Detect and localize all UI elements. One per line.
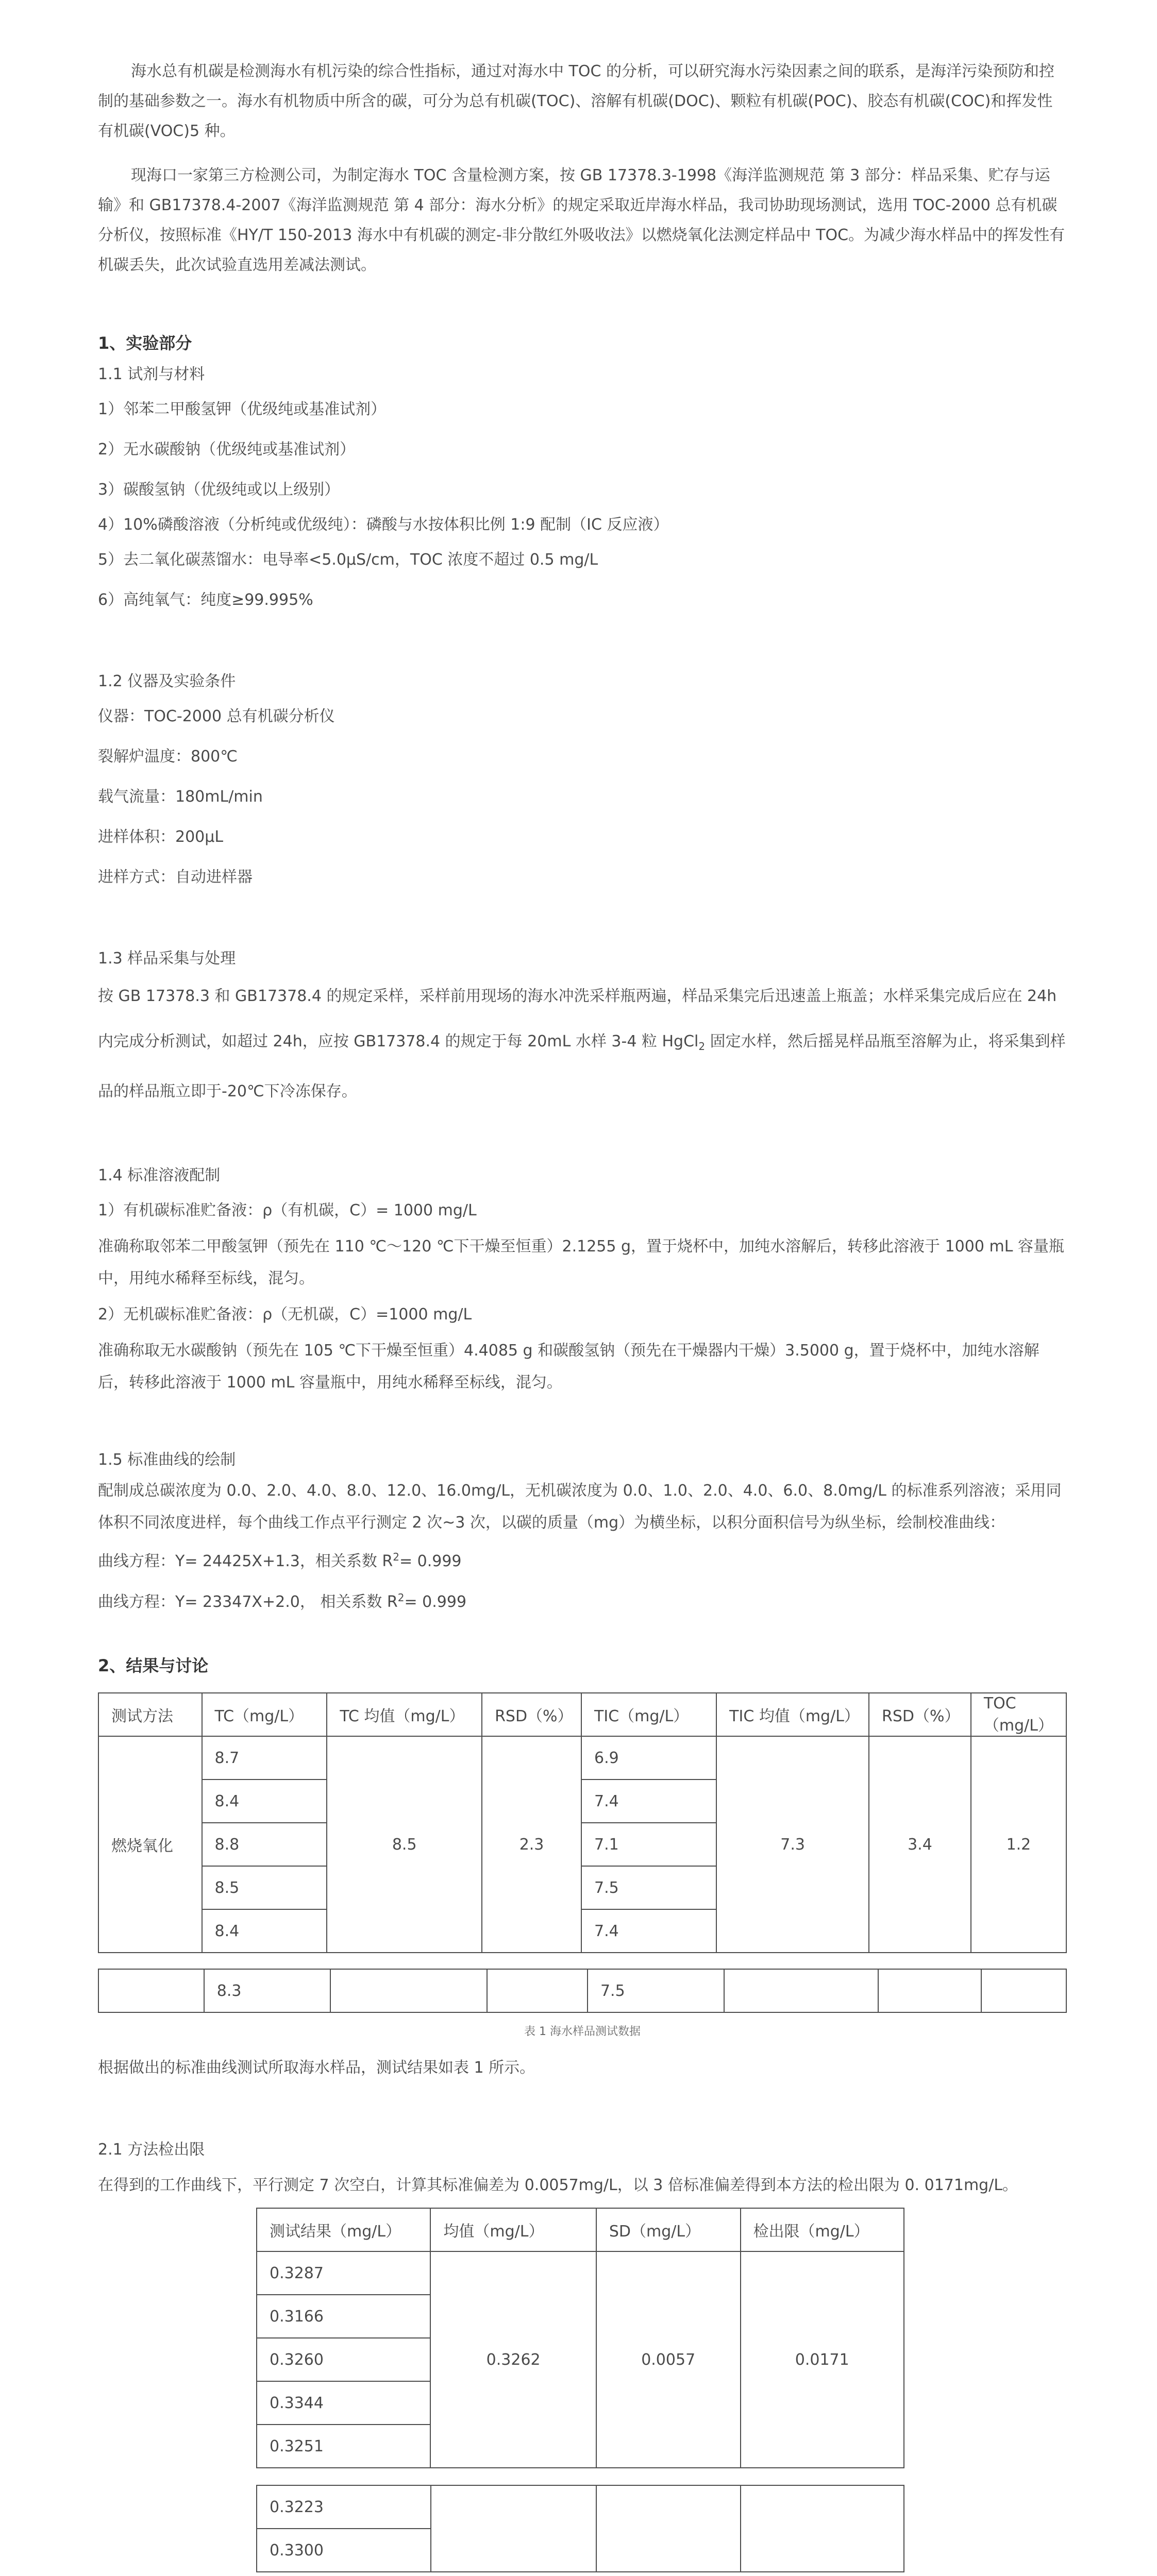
tic-cell: 7.4 [581, 1780, 716, 1823]
mean-cell: 0.3262 [430, 2251, 596, 2468]
section-2-heading: 2、结果与讨论 [98, 1656, 209, 1675]
result-cell: 0.3166 [257, 2295, 430, 2338]
table-cell [981, 1969, 1066, 2012]
tc-cell: 8.5 [202, 1866, 327, 1909]
table-header-cell: 测试结果（mg/L） [257, 2208, 430, 2251]
section-1-3-heading: 1.3 样品采集与处理 [98, 950, 236, 968]
table-row [257, 2485, 904, 2529]
table-header-cell: RSD（%） [482, 1693, 581, 1736]
detection-limit-table [256, 2208, 904, 2468]
stock-solution-2-label: 2）无机碳标准贮备液：ρ（无机碳，C）=1000 mg/L [98, 1306, 472, 1324]
sample-data-table-continued [98, 1969, 1067, 2013]
tc-mean-cell: 8.5 [327, 1736, 482, 1953]
intro-paragraph-2: 现海口一家第三方检测公司，为制定海水 TOC 含量检测方案，按 GB 17378.3-1998《海洋监测规范 第 3 部分：样品采集、贮存与运输》和 GB17378.4-2007《海洋监测规范 第 4 部分：海水分析》的规定采取近岸海水样品，我司协助现场测试，选用 TOC-2000 总有机碳分析仪，按照标准《HY/T 150-2013 海水中有机碳的测定-非分散红外吸收法》以燃烧氧化法测定样品中 TOC。为减少海水样品中的挥发性有机碳丢失，此次试验直选用差减法测试。 [98, 166, 1065, 274]
stock-solution-2-text: 准确称取无水碳酸钠（预先在 105 ℃下干燥至恒重）4.4085 g 和碳酸氢钠（预先在干燥器内干燥）3.5000 g，置于烧杯中，加纯水溶解后，转移此溶液于 1000 mL 容量瓶中，用纯水稀释至标线，混匀。 [98, 1342, 1039, 1392]
section-2-1-heading: 2.1 方法检出限 [98, 2141, 205, 2159]
table-header-cell: TIC 均值（mg/L） [716, 1693, 869, 1736]
result-cell: 0.3300 [257, 2529, 431, 2572]
table-header-row [257, 2208, 904, 2251]
table-1-caption: 表 1 海水样品测试数据 [524, 2025, 641, 2038]
instrument-item: 进样方式：自动进样器 [98, 868, 253, 886]
tc-cell: 8.4 [202, 1780, 327, 1823]
stock-solution-1-text: 准确称取邻苯二甲酸氢钾（预先在 110 ℃～120 ℃下干燥至恒重）2.1255 g，置于烧杯中，加纯水溶解后，转移此溶液于 1000 mL 容量瓶中，用纯水稀释至标线，混匀。 [98, 1238, 1064, 1287]
result-cell: 0.3251 [257, 2425, 430, 2468]
table-header-row [98, 1693, 1066, 1736]
tic-cell: 7.4 [581, 1909, 716, 1953]
table-cell [487, 1969, 588, 2012]
tc-rsd-cell: 2.3 [482, 1736, 581, 1953]
instrument-item: 仪器：TOC-2000 总有机碳分析仪 [98, 707, 335, 725]
instrument-item: 裂解炉温度：800℃ [98, 748, 238, 766]
table-cell [724, 1969, 879, 2012]
instrument-item: 载气流量：180mL/min [98, 788, 263, 806]
toc-cell: 1.2 [971, 1736, 1066, 1953]
document-body [98, 57, 1067, 2576]
tc-cell: 8.8 [202, 1823, 327, 1866]
table-header-cell: TC 均值（mg/L） [327, 1693, 482, 1736]
table-cell [98, 1969, 204, 2012]
section-1-2-heading: 1.2 仪器及实验条件 [98, 672, 236, 690]
table-header-cell: 均值（mg/L） [430, 2208, 596, 2251]
results-paragraph: 根据做出的标准曲线测试所取海水样品，测试结果如表 1 所示。 [98, 2059, 535, 2077]
table-header-cell: SD（mg/L） [596, 2208, 741, 2251]
curve-equation-2: 曲线方程：Y= 23347X+2.0， 相关系数 $R^2= 0.999$ [98, 1591, 467, 1611]
lod-cell: 0.0171 [741, 2251, 904, 2468]
tic-cell: 7.5 [581, 1866, 716, 1909]
table-row [257, 2251, 904, 2295]
result-cell: 0.3287 [257, 2251, 430, 2295]
table-row [98, 1736, 1066, 1780]
method-cell: 燃烧氧化 [98, 1736, 202, 1953]
section-1-1-heading: 1.1 试剂与材料 [98, 365, 205, 383]
calibration-paragraph: 配制成总碳浓度为 0.0、2.0、4.0、8.0、12.0、16.0mg/L，无机碳浓度为 0.0、1.0、2.0、4.0、6.0、8.0mg/L 的标准系列溶液；采用同体积不同浓度进样，每个曲线工作点平行测定 2 次~3 次，以碳的质量（mg）为横坐标，以积分面积信号为纵坐标，绘制校准曲线： [98, 1482, 1062, 1532]
reagent-item: 3）碳酸氢钠（优级纯或以上级别） [98, 481, 340, 499]
result-cell: 0.3344 [257, 2381, 430, 2425]
section-1-4-heading: 1.4 标准溶液配制 [98, 1166, 221, 1184]
table-row [98, 1969, 1066, 2012]
section-1-5-heading: 1.5 标准曲线的绘制 [98, 1451, 236, 1469]
table-cell [878, 1969, 981, 2012]
section-1-heading: 1、实验部分 [98, 333, 192, 353]
reagent-item: 5）去二氧化碳蒸馏水：电导率<5.0μS/cm，TOC 浓度不超过 0.5 mg/L [98, 551, 598, 569]
reagent-item: 4）10%磷酸溶液（分析纯或优级纯）：磷酸与水按体积比例 1:9 配制（IC 反应液） [98, 516, 669, 534]
tic-cell: 7.1 [581, 1823, 716, 1866]
tic-mean-cell: 7.3 [716, 1736, 869, 1953]
table-cell [741, 2485, 904, 2572]
table-header-cell: 检出限（mg/L） [741, 2208, 904, 2251]
reagent-item: 6）高纯氧气：纯度≥99.995% [98, 591, 313, 609]
tc-cell: 8.4 [202, 1909, 327, 1953]
sample-data-table [98, 1692, 1067, 1953]
table-header-cell: RSD（%） [869, 1693, 971, 1736]
table-cell [431, 2485, 596, 2572]
sd-cell: 0.0057 [596, 2251, 741, 2468]
detection-limit-table-continued [256, 2485, 904, 2572]
table-header-cell: TOC（mg/L） [971, 1693, 1066, 1736]
tic-rsd-cell: 3.4 [869, 1736, 971, 1953]
table-header-cell: TIC（mg/L） [581, 1693, 716, 1736]
table-header-cell: TC（mg/L） [202, 1693, 327, 1736]
tic-cell: 7.5 [588, 1969, 724, 2012]
sampling-paragraph: 按 GB 17378.3 和 GB17378.4 的规定采样，采样前用现场的海水冲洗采样瓶两遍，样品采集完后迅速盖上瓶盖；水样采集完成后应在 24h 内完成分析测试，如超过 24h，应按 GB17378.4 的规定于每 20mL 水样 3-4 粒 HgCl$_2$ 固定水样，然后摇晃样品瓶至溶解为止，将采集到样品的样品瓶立即于-20℃下冷冻保存。 [98, 987, 1066, 1100]
reagent-item: 1）邻苯二甲酸氢钾（优级纯或基准试剂） [98, 400, 387, 418]
reagent-item: 2）无水碳酸钠（优级纯或基准试剂） [98, 440, 356, 459]
detection-limit-paragraph: 在得到的工作曲线下，平行测定 7 次空白，计算其标准偏差为 0.0057mg/L，以 3 倍标准偏差得到本方法的检出限为 0. 0171mg/L。 [98, 2176, 1018, 2194]
stock-solution-1-label: 1）有机碳标准贮备液：ρ（有机碳，C）= 1000 mg/L [98, 1201, 477, 1219]
tic-cell: 6.9 [581, 1736, 716, 1780]
tc-cell: 8.3 [204, 1969, 330, 2012]
result-cell: 0.3260 [257, 2338, 430, 2381]
tc-cell: 8.7 [202, 1736, 327, 1780]
table-cell [596, 2485, 741, 2572]
intro-paragraph-1: 海水总有机碳是检测海水有机污染的综合性指标，通过对海水中 TOC 的分析，可以研究海水污染因素之间的联系，是海洋污染预防和控制的基础参数之一。海水有机物质中所含的碳，可分为总有机碳(TOC)、溶解有机碳(DOC)、颗粒有机碳(POC)、胶态有机碳(COC)和挥发性有机碳(VOC)5 种。 [98, 62, 1054, 140]
table-header-cell: 测试方法 [98, 1693, 202, 1736]
table-cell [330, 1969, 488, 2012]
result-cell: 0.3223 [257, 2485, 431, 2529]
curve-equation-1: 曲线方程：Y= 24425X+1.3，相关系数 $R^2= 0.999$ [98, 1551, 462, 1570]
instrument-item: 进样体积：200μL [98, 828, 224, 846]
